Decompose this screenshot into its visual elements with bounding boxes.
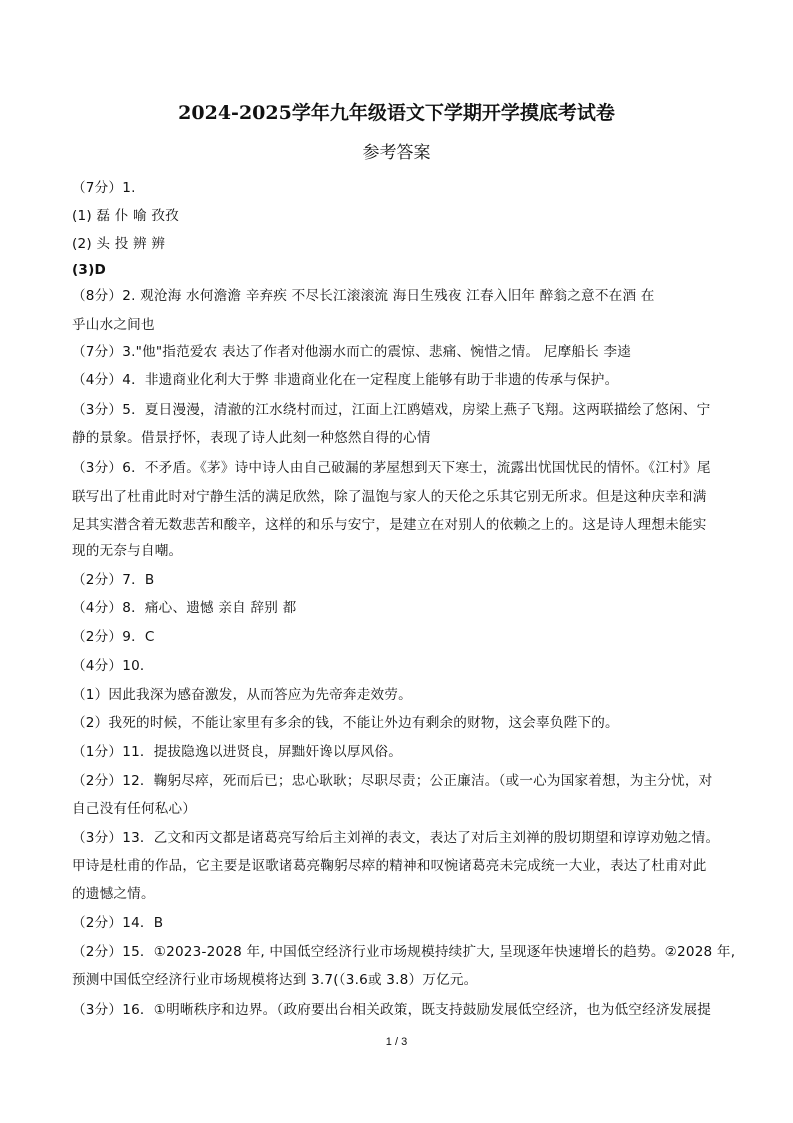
answer-line-22: （2分）12．鞠躬尽瘁，死而后已；忠心耿耿；尽职尽责；公正廉洁。（或一心为国家着想，为主分忧，对 <box>72 773 713 789</box>
answer-line-23: 自己没有任何私心） <box>72 801 197 817</box>
answer-line-6: 乎山水之间也 <box>72 317 155 333</box>
answer-line-4: (3)D <box>72 262 106 278</box>
answer-line-3: (2) 头 投 辨 辨 <box>72 236 166 252</box>
answer-line-8: （4分）4．非遗商业化利大于弊 非遗商业化在一定程度上能够有助于非遗的传承与保护。 <box>72 372 619 388</box>
answer-line-19: （1）因此我深为感奋激发，从而答应为先帝奔走效劳。 <box>72 687 412 703</box>
answer-line-11: （3分）6．不矛盾。《茅》诗中诗人由自己破漏的茅屋想到天下寒士，流露出忧国忧民的情怀。《江村》尾 <box>72 460 711 476</box>
document-subtitle: 参考答案 <box>362 143 431 163</box>
answer-line-12: 联写出了杜甫此时对宁静生活的满足欣然，除了温饱与家人的天伦之乐其它别无所求。但是这种庆幸和满 <box>72 489 707 505</box>
answer-line-29: 预测中国低空经济行业市场规模将达到 3.7(（3.6或 3.8）万亿元。 <box>72 972 478 988</box>
answer-line-9: （3分）5．夏日漫漫，清澈的江水绕村而过，江面上江鸥嬉戏，房梁上燕子飞翔。这两联描绘了悠闲、宁 <box>72 402 711 418</box>
answer-line-1: （7分）1. <box>72 180 136 196</box>
page-number: 1 / 3 <box>385 1036 408 1048</box>
answer-line-2: (1) 磊 仆 喻 孜孜 <box>72 208 179 224</box>
answer-line-26: 的遗憾之情。 <box>72 886 155 902</box>
answer-line-20: （2）我死的时候，不能让家里有多余的钱，不能让外边有剩余的财物，这会辜负陛下的。 <box>72 715 619 731</box>
answer-line-16: （4分）8．痛心、遗憾 亲自 辞别 都 <box>72 600 297 616</box>
answer-line-10: 静的景象。借景抒怀，表现了诗人此刻一种悠然自得的心情 <box>72 430 431 446</box>
answer-line-7: （7分）3."他"指范爱农 表达了作者对他溺水而亡的震惊、悲痛、惋惜之情。 尼摩船长 李逵 <box>72 344 632 360</box>
answer-line-14: 现的无奈与自嘲。 <box>72 543 183 559</box>
answer-line-13: 足其实潜含着无数悲苦和酸辛，这样的和乐与安宁，是建立在对别人的依赖之上的。这是诗人理想未能实 <box>72 517 707 533</box>
answer-line-15: （2分）7．B <box>72 572 155 588</box>
answer-line-18: （4分）10． <box>72 658 154 674</box>
answer-line-5: （8分）2. 观沧海 水何澹澹 辛弃疾 不尽长江滚滚流 海日生残夜 江春入旧年 醉翁之意不在酒 在 <box>72 288 655 304</box>
answer-line-30: （3分）16．①明晰秩序和边界。（政府要出台相关政策，既支持鼓励发展低空经济，也为低空经济发展提 <box>72 1002 712 1018</box>
answer-line-27: （2分）14．B <box>72 915 164 931</box>
answer-line-24: （3分）13．乙文和丙文都是诸葛亮写给后主刘禅的表文，表达了对后主刘禅的殷切期望和谆谆劝勉之情。 <box>72 830 720 846</box>
document-title: 2024-2025学年九年级语文下学期开学摸底考试卷 <box>178 102 615 124</box>
answer-line-17: （2分）9．C <box>72 629 155 645</box>
answer-line-25: 甲诗是杜甫的作品，它主要是讴歌诸葛亮鞠躬尽瘁的精神和叹惋诸葛亮未完成统一大业，表达了杜甫对此 <box>72 858 707 874</box>
answer-line-28: （2分）15．①2023-2028 年, 中国低空经济行业市场规模持续扩大, 呈现逐年快速增长的趋势。②2028 年, <box>72 944 736 960</box>
answer-line-21: （1分）11．提拔隐逸以进贤良，屏黜奸谗以厚风俗。 <box>72 744 403 760</box>
